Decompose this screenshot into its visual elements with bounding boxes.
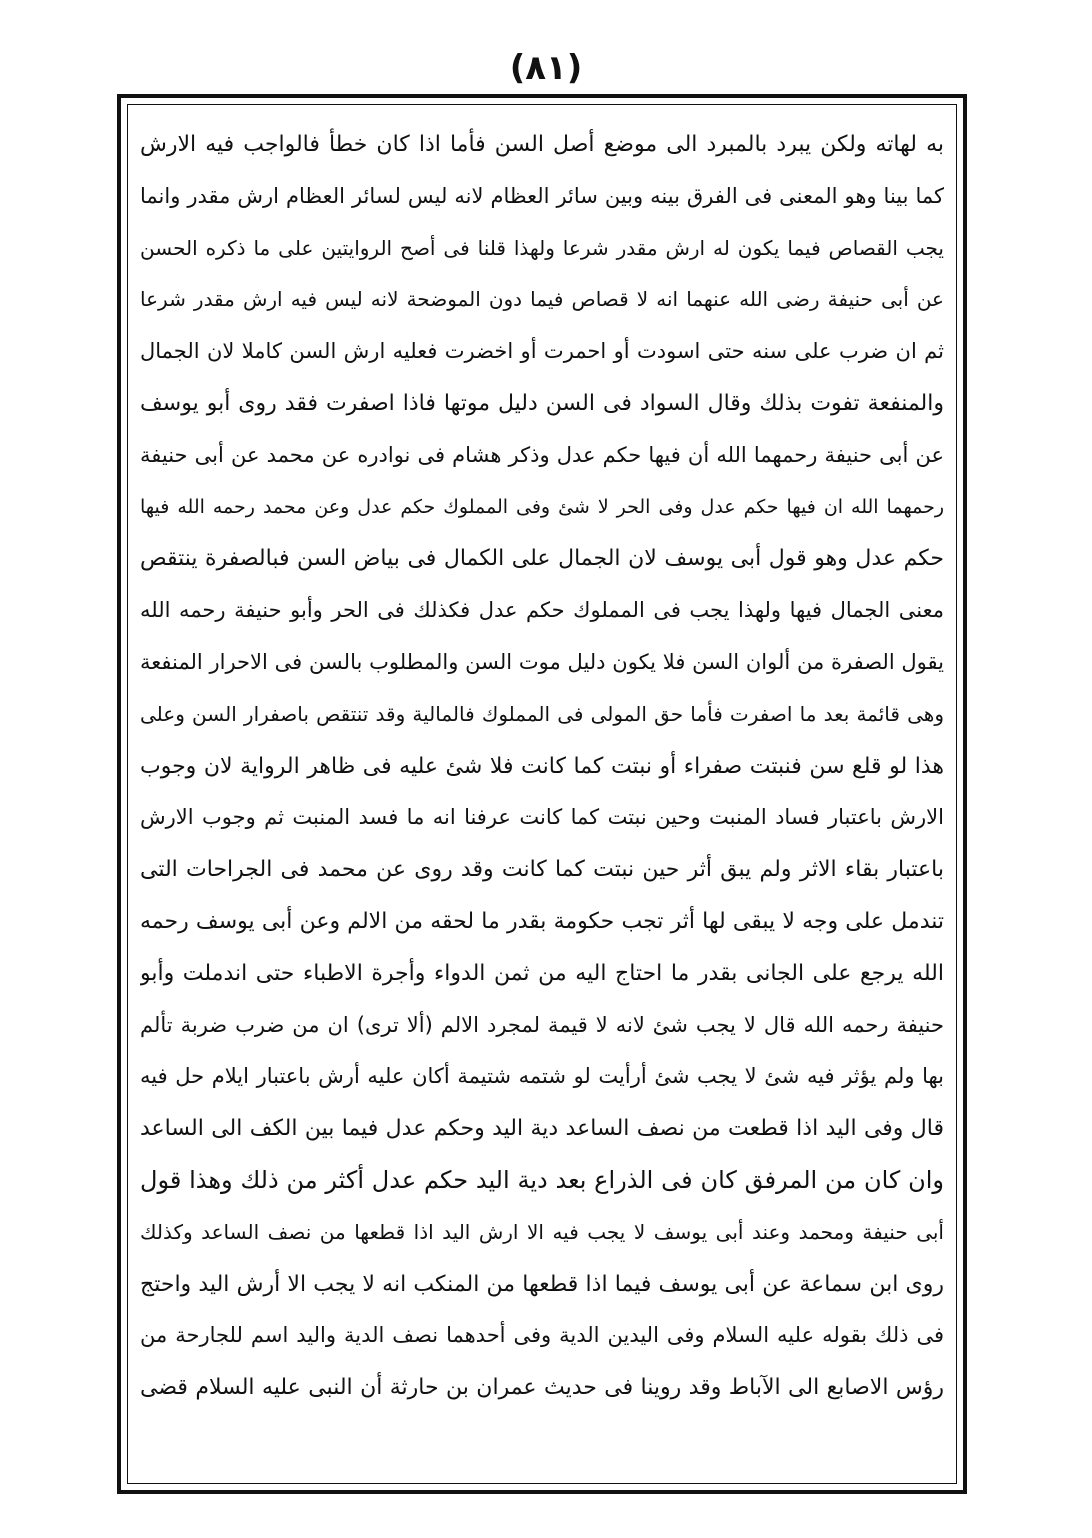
text-line: يقول الصفرة من ألوان السن فلا يكون دليل موت السن والمطلوب بالسن فى الاحرار المنفعة — [140, 649, 944, 674]
text-line: رحمهما الله ان فيها حكم عدل وفى الحر لا شئ وفى المملوك حكم عدل وعن محمد رحمه الله فيها — [140, 495, 944, 518]
text-line: قال وفى اليد اذا قطعت من نصف الساعد دية اليد وحكم عدل فيما بين الكف الى الساعد — [140, 1116, 944, 1142]
text-line: أبى حنيفة ومحمد وعند أبى يوسف لا يجب فيه الا ارش اليد اذا قطعها من نصف الساعد وكذلك — [140, 1219, 944, 1244]
text-line: روى ابن سماعة عن أبى يوسف فيما اذا قطعها من المنكب انه لا يجب الا أرش اليد واحتج — [140, 1271, 944, 1297]
text-line: تندمل على وجه لا يبقى لها أثر تجب حكومة بقدر ما لحقه من الالم وعن أبى يوسف رحمه — [140, 908, 944, 934]
text-line: وهى قائمة بعد ما اصفرت فأما حق المولى فى المملوك فالمالية وقد تنتقص باصفرار السن وعلى — [140, 701, 944, 726]
page-number: (٨١) — [509, 48, 583, 88]
text-line: وان كان من المرفق كان فى الذراع بعد دية اليد حكم عدل أكثر من ذلك وهذا قول — [140, 1165, 944, 1194]
text-line: عن أبى حنيفة رحمهما الله أن فيها حكم عدل وذكر هشام فى نوادره عن محمد عن أبى حنيفة — [140, 442, 944, 467]
text-line: بها ولم يؤثر فيه شئ لا يجب شئ أرأيت لو شتمه شتيمة أكان عليه أرش باعتبار ايلام حل فيه — [140, 1064, 944, 1089]
text-line: ثم ان ضرب على سنه حتى اسودت أو احمرت أو اخضرت فعليه ارش السن كاملا لان الجمال — [140, 339, 944, 364]
page-border — [117, 94, 967, 1494]
text-line: به لهاته ولكن يبرد بالمبرد الى موضع أصل السن فأما اذا كان خطأ فالواجب فيه الارش — [140, 132, 944, 157]
text-line: كما بينا وهو المعنى فى الفرق بينه وبين سائر العظام لانه ليس لسائر العظام ارش مقدر وانما — [140, 183, 944, 208]
text-line: هذا لو قلع سن فنبتت صفراء أو نبتت كما كانت فلا شئ عليه فى ظاهر الرواية لان وجوب — [140, 753, 944, 779]
text-line: حنيفة رحمه الله قال لا يجب شئ لانه لا قيمة لمجرد الالم (ألا ترى) ان من ضرب ضربة تألم — [140, 1012, 944, 1037]
text-line: الله يرجع على الجانى بقدر ما احتاج اليه من ثمن الدواء وأجرة الاطباء حتى اندملت وأبو — [140, 960, 944, 986]
body-text — [140, 119, 944, 1469]
text-line: معنى الجمال فيها ولهذا يجب فى المملوك حكم عدل فكذلك فى الحر وأبو حنيفة رحمه الله — [140, 598, 944, 623]
text-line: رؤس الاصابع الى الآباط وقد روينا فى حديث عمران بن حارثة أن النبى عليه السلام قضى — [140, 1375, 944, 1401]
text-line: الارش باعتبار فساد المنبت وحين نبتت كما كانت عرفنا انه ما فسد المنبت ثم وجوب الارش — [140, 805, 944, 830]
text-line: يجب القصاص فيما يكون له ارش مقدر شرعا ولهذا قلنا فى أصح الروايتين على ما ذكره الحسن — [140, 235, 944, 260]
text-line: فى ذلك بقوله عليه السلام وفى اليدين الدية وفى أحدهما نصف الدية واليد اسم للجارحة من — [140, 1323, 944, 1348]
text-line: حكم عدل وهو قول أبى يوسف لان الجمال على الكمال فى بياض السن فبالصفرة ينتقص — [140, 546, 944, 572]
text-line: عن أبى حنيفة رضى الله عنهما انه لا قصاص فيما دون الموضحة لانه ليس فيه ارش مقدر شرعا — [140, 287, 944, 312]
text-line: والمنفعة تفوت بذلك وقال السواد فى السن دليل موتها فاذا اصفرت فقد روى أبو يوسف — [140, 390, 944, 416]
inner-border — [127, 104, 957, 1484]
text-line: باعتبار بقاء الاثر ولم يبق أثر حين نبتت كما كانت وقد روى عن محمد فى الجراحات التى — [140, 857, 944, 883]
